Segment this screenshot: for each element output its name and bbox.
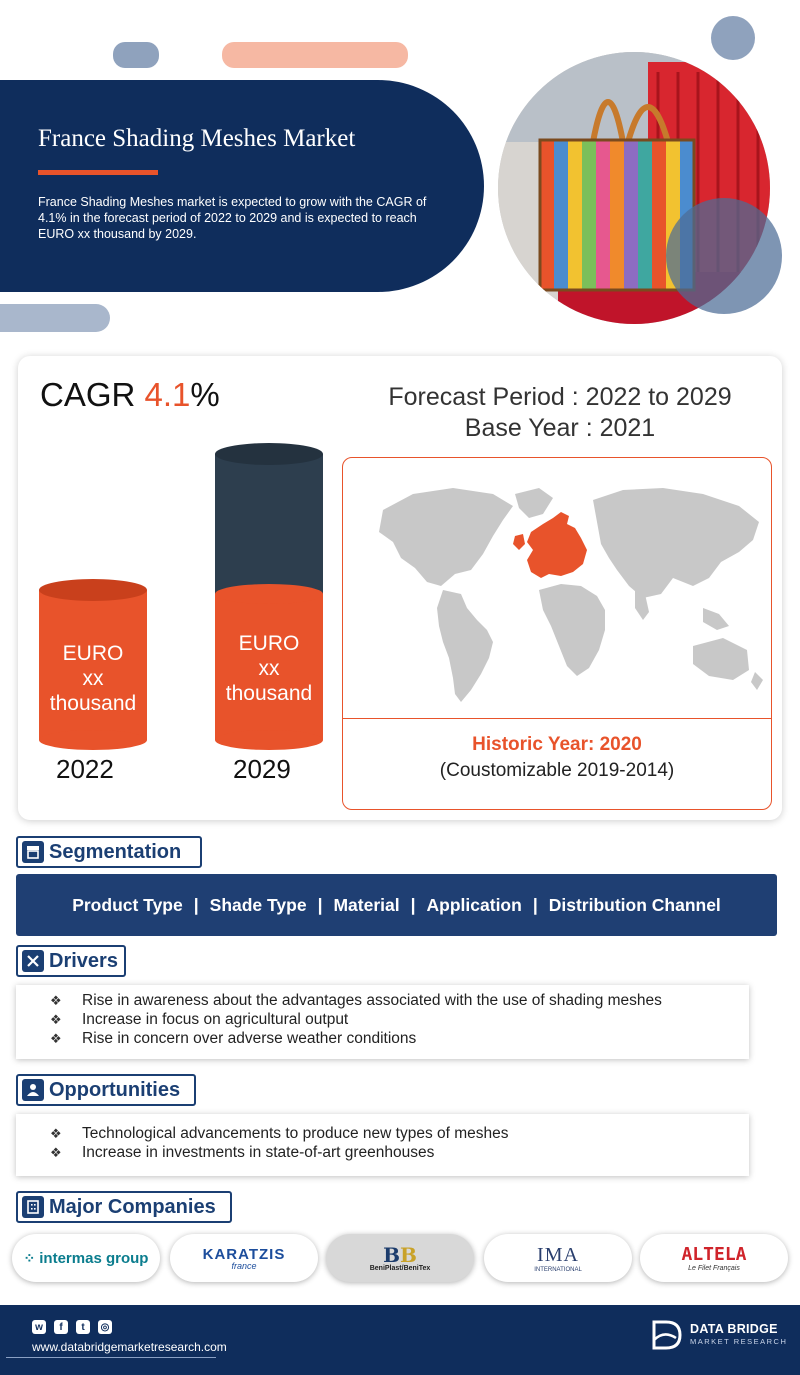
segmentation-title: Segmentation <box>49 840 182 863</box>
bullet-icon: ❖ <box>50 993 62 1008</box>
cagr-heading <box>40 376 220 414</box>
footer-brand: DATA BRIDGE <box>690 1322 778 1336</box>
page-title: France Shading Meshes Market <box>38 125 356 152</box>
decor-pill-peach <box>222 42 408 68</box>
logo-text: BeniPlast/BeniTex <box>369 1264 431 1272</box>
logo-text: ALTELA <box>681 1244 747 1265</box>
companies-title: Major Companies <box>49 1195 216 1218</box>
list-item <box>50 1124 749 1143</box>
logo-text: IMA <box>537 1243 579 1266</box>
cagr-percent: % <box>190 376 220 413</box>
driver-text: Rise in concern over adverse weather conditions <box>82 1030 417 1047</box>
europe-highlight <box>527 512 587 578</box>
hero-description: France Shading Meshes market is expected to grow with the CAGR of 4.1% in the forecast period of 2022 to 2029 and is expected to reach EURO xx thousand by 2029. <box>38 195 427 241</box>
decor-pill-left <box>0 304 110 332</box>
map-box <box>342 457 772 810</box>
footer-brand-sub: MARKET RESEARCH <box>690 1337 788 1346</box>
beniplast-mark-icon: BB <box>383 1242 417 1267</box>
segment-application: Application <box>426 894 522 915</box>
segment-shade-type: Shade Type <box>209 894 307 915</box>
logo-text: intermas group <box>39 1249 149 1267</box>
logo-karatzis <box>170 1234 318 1282</box>
segment-material: Material <box>333 894 400 915</box>
opportunity-text: Technological advancements to produce new types of meshes <box>82 1125 509 1142</box>
tools-icon <box>22 950 44 972</box>
twitter-icon[interactable]: t <box>76 1320 90 1334</box>
logo-text: KARATZIS <box>202 1245 286 1263</box>
building-icon <box>22 1196 44 1218</box>
historic-year: Historic Year: 2020 <box>472 734 642 755</box>
logo-beniplast <box>326 1234 474 1282</box>
list-item <box>50 991 749 1010</box>
cylinder-2029-label <box>215 631 323 706</box>
year-2022: 2022 <box>56 754 114 784</box>
logo-intermas <box>12 1234 160 1282</box>
segment-separator: | <box>410 894 416 915</box>
logo-subtext: INTERNATIONAL <box>534 1266 582 1273</box>
growth-icon <box>22 1079 44 1101</box>
cyl-2029-line2: xx <box>258 657 280 680</box>
opportunities-header <box>16 1074 196 1106</box>
decor-circle-top <box>711 16 755 60</box>
opportunity-text: Increase in investments in state-of-art greenhouses <box>82 1144 435 1161</box>
intermas-mark-icon: ⁘ <box>23 1249 36 1266</box>
opportunities-list <box>16 1114 749 1176</box>
decor-pill-blue <box>113 42 159 68</box>
segment-separator: | <box>532 894 538 915</box>
data-bridge-logo-icon <box>650 1318 684 1352</box>
list-item <box>50 1010 749 1029</box>
cyl-2022-line3: thousand <box>49 692 137 715</box>
cyl-2029-line3: thousand <box>225 682 313 705</box>
footer-url[interactable]: www.databridgemarketresearch.com <box>32 1340 227 1354</box>
segmentation-header <box>16 836 202 868</box>
cagr-value: 4.1 <box>144 376 191 413</box>
cagr-label: CAGR <box>40 376 136 413</box>
logo-ima <box>484 1234 632 1282</box>
instagram-icon[interactable]: ◎ <box>98 1320 112 1334</box>
decor-circle-photo <box>666 198 782 314</box>
segment-distribution-channel: Distribution Channel <box>548 894 721 915</box>
opportunities-title: Opportunities <box>49 1078 181 1101</box>
companies-header <box>16 1191 232 1223</box>
hero-banner <box>0 80 484 292</box>
cyl-2022-line2: xx <box>82 667 104 690</box>
title-underline <box>38 170 158 175</box>
logo-subtext: france <box>231 1260 257 1271</box>
forecast-period: Forecast Period : 2022 to 2029 <box>388 383 732 411</box>
base-year: Base Year : 2021 <box>464 414 656 442</box>
segment-separator: | <box>317 894 323 915</box>
segmentation-bar <box>16 874 777 936</box>
driver-text: Rise in awareness about the advantages associated with the use of shading meshes <box>82 992 662 1009</box>
world-landmass <box>379 488 763 702</box>
logo-subtext: Le Filet Français <box>688 1265 740 1272</box>
segment-separator: | <box>193 894 199 915</box>
drivers-header <box>16 945 126 977</box>
cyl-2029-line1: EURO <box>238 632 300 655</box>
bullet-icon: ❖ <box>50 1126 62 1141</box>
forecast-info <box>340 382 780 444</box>
world-map <box>343 458 771 716</box>
cyl-2022-line1: EURO <box>62 642 124 665</box>
store-icon <box>22 841 44 863</box>
bullet-icon: ❖ <box>50 1031 62 1046</box>
logo-altela <box>640 1234 788 1282</box>
year-2029: 2029 <box>233 754 291 784</box>
segment-product-type: Product Type <box>72 894 183 915</box>
list-item <box>50 1143 749 1162</box>
cylinder-2022-label <box>39 641 147 716</box>
facebook-icon[interactable]: f <box>54 1320 68 1334</box>
social-icons <box>32 1320 112 1334</box>
bullet-icon: ❖ <box>50 1012 62 1027</box>
drivers-list <box>16 985 749 1059</box>
driver-text: Increase in focus on agricultural output <box>82 1011 349 1028</box>
bullet-icon: ❖ <box>50 1145 62 1160</box>
customizable-range: (Coustomizable 2019-2014) <box>439 760 675 781</box>
map-divider <box>342 718 772 719</box>
whatsapp-icon[interactable]: w <box>32 1320 46 1334</box>
drivers-title: Drivers <box>49 949 118 972</box>
list-item <box>50 1029 749 1048</box>
footer-url-underline <box>6 1357 216 1358</box>
